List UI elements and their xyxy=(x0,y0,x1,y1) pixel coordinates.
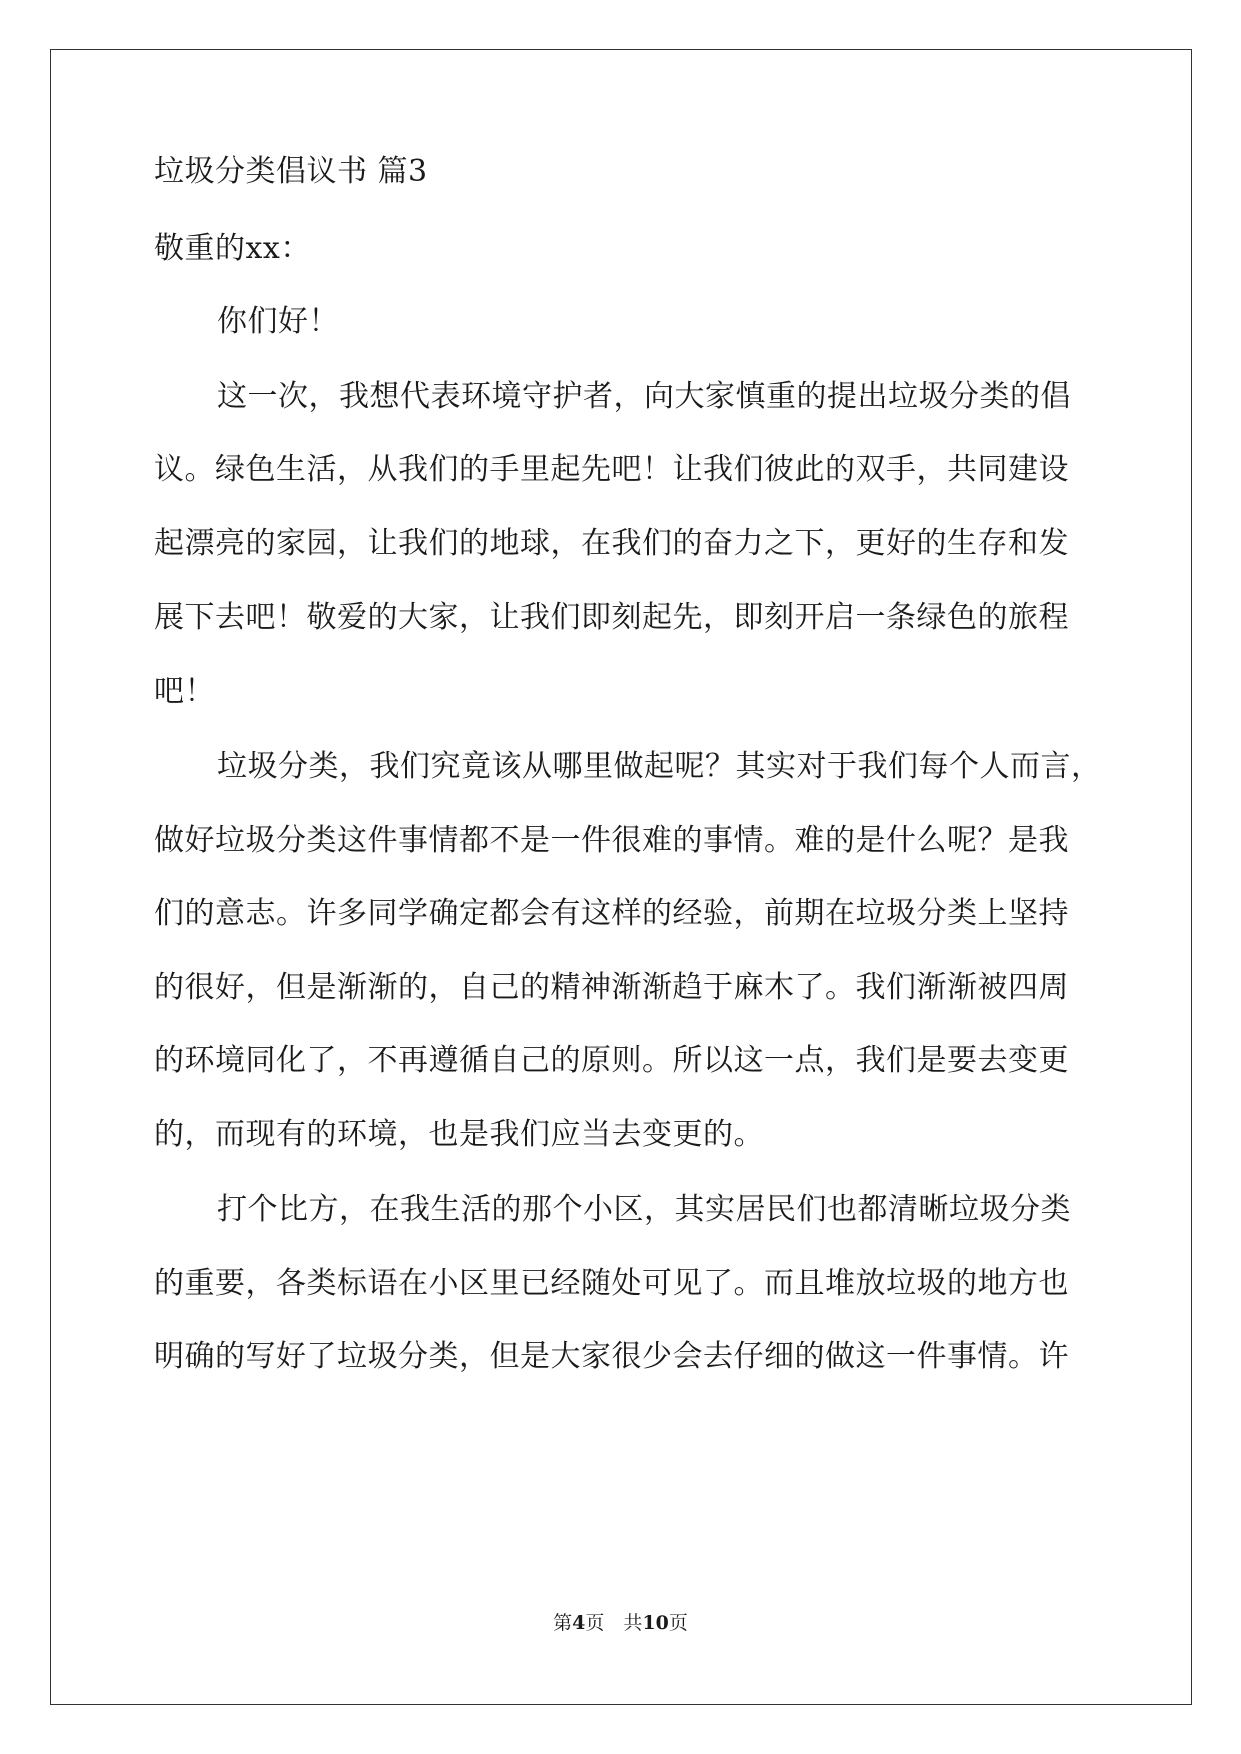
salutation: 敬重的xx： xyxy=(154,231,311,266)
body-line: 们的意志。许多同学确定都会有这样的经验，前期在垃圾分类上坚持 xyxy=(154,896,1069,931)
body-line: 议。绿色生活，从我们的手里起先吧！让我们彼此的双手，共同建设 xyxy=(154,452,1069,487)
document-title: 垃圾分类倡议书 篇3 xyxy=(154,154,428,189)
body-line: 垃圾分类，我们究竟该从哪里做起呢？其实对于我们每个人而言， xyxy=(217,749,1102,784)
body-line: 吧！ xyxy=(154,674,215,709)
body-line: 的很好，但是渐渐的，自己的精神渐渐趋于麻木了。我们渐渐被四周 xyxy=(154,970,1069,1005)
body-line: 做好垃圾分类这件事情都不是一件很难的事情。难的是什么呢？是我 xyxy=(154,823,1069,858)
page-footer xyxy=(0,1611,1241,1635)
body-line: 展下去吧！敬爱的大家，让我们即刻起先，即刻开启一条绿色的旅程 xyxy=(154,600,1069,635)
greeting: 你们好！ xyxy=(217,304,339,339)
body-line: 的重要，各类标语在小区里已经随处可见了。而且堆放垃圾的地方也 xyxy=(154,1266,1069,1301)
page-border xyxy=(50,49,1192,1705)
body-line: 打个比方，在我生活的那个小区，其实居民们也都清晰垃圾分类 xyxy=(217,1192,1071,1227)
footer-suffix: 页 xyxy=(668,1612,688,1634)
body-line: 起漂亮的家园，让我们的地球，在我们的奋力之下，更好的生存和发 xyxy=(154,526,1069,561)
body-line: 的，而现有的环境，也是我们应当去变更的。 xyxy=(154,1117,764,1152)
footer-prefix: 第 xyxy=(553,1612,573,1634)
body-line: 的环境同化了，不再遵循自己的原则。所以这一点，我们是要去变更 xyxy=(154,1043,1069,1078)
footer-middle: 页 共 xyxy=(585,1612,643,1634)
body-line: 明确的写好了垃圾分类，但是大家很少会去仔细的做这一件事情。许 xyxy=(154,1339,1069,1374)
total-page-number: 10 xyxy=(642,1612,669,1634)
body-line: 这一次，我想代表环境守护者，向大家慎重的提出垃圾分类的倡 xyxy=(217,379,1071,414)
current-page-number: 4 xyxy=(572,1612,586,1634)
